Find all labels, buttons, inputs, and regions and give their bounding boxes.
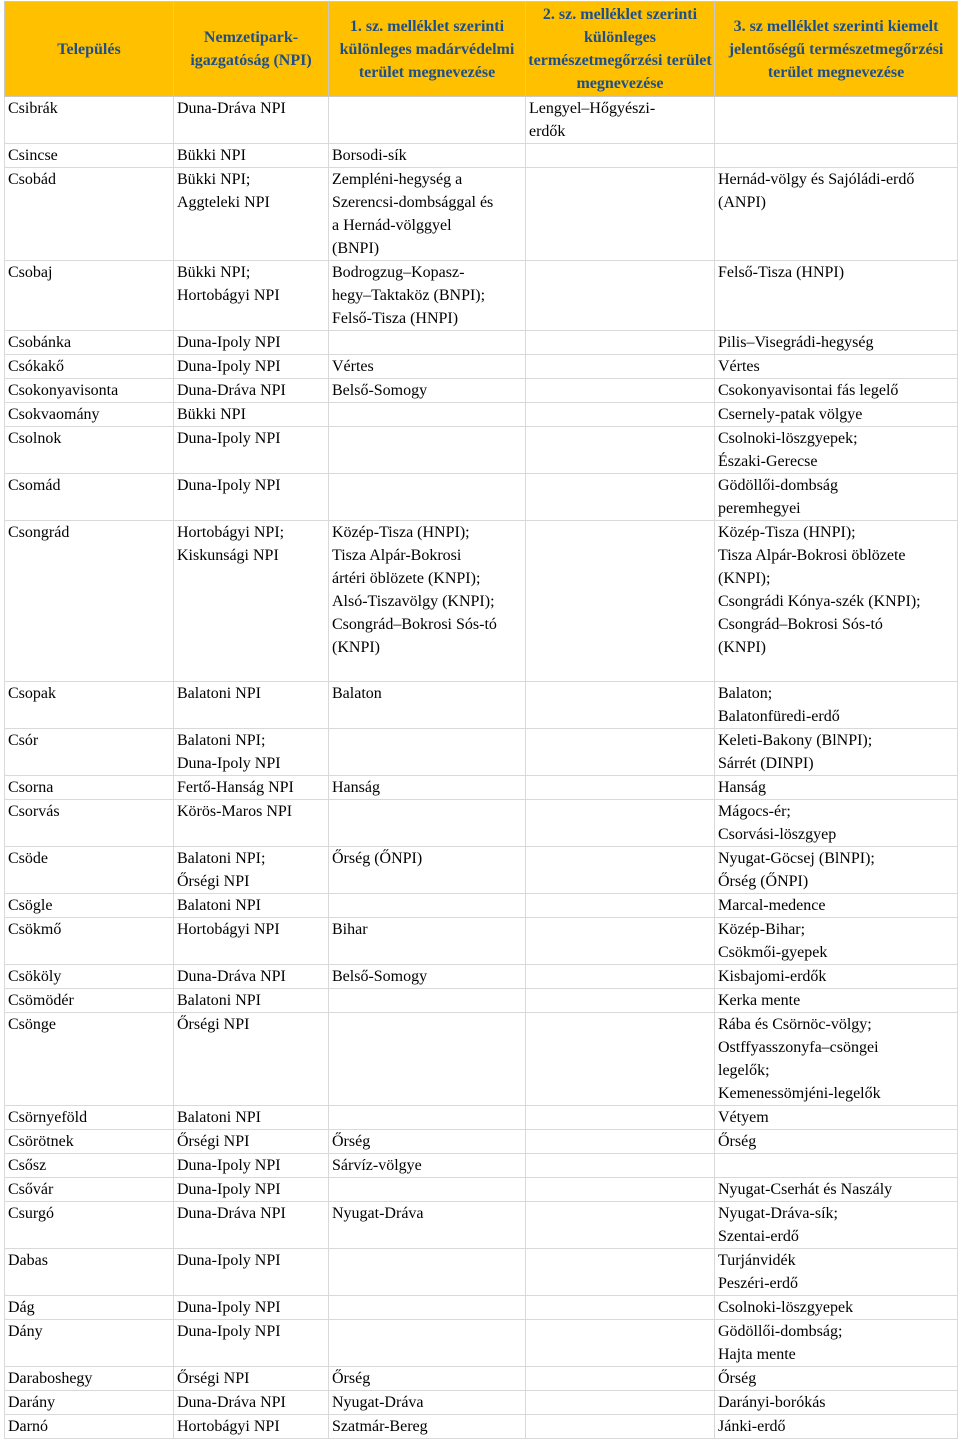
settlement-cell: Csorvás xyxy=(5,800,174,847)
bird-protection-area-cell: Közép-Tisza (HNPI); Tisza Alpár-Bokrosi ártéri öblözete (KNPI); Alsó-Tiszavölgy (KNPI); Csongrád–Bokrosi Sós-tó (KNPI) xyxy=(329,521,526,682)
table-row xyxy=(5,894,958,918)
npi-cell: Bükki NPI xyxy=(174,403,329,427)
settlement-cell: Csopak xyxy=(5,682,174,729)
table-row xyxy=(5,1320,958,1367)
table-row xyxy=(5,1178,958,1202)
priority-conservation-area-cell xyxy=(715,144,958,168)
priority-conservation-area-cell: Mágocs-ér; Csorvási-löszgyep xyxy=(715,800,958,847)
nature-conservation-area-cell xyxy=(526,261,715,331)
npi-cell: Duna-Ipoly NPI xyxy=(174,331,329,355)
table-row xyxy=(5,355,958,379)
priority-conservation-area-cell: Csernely-patak völgye xyxy=(715,403,958,427)
nature-conservation-area-cell xyxy=(526,682,715,729)
bird-protection-area-cell: Vértes xyxy=(329,355,526,379)
npi-cell: Duna-Dráva NPI xyxy=(174,97,329,144)
settlement-cell: Csomád xyxy=(5,474,174,521)
nature-conservation-area-cell xyxy=(526,1367,715,1391)
priority-conservation-area-cell: Kisbajomi-erdők xyxy=(715,965,958,989)
header-priority-conservation-area: 3. sz melléklet szerinti kiemelt jelentőségű természetmegőrzési terület megnevezése xyxy=(715,2,958,97)
bird-protection-area-cell: Balaton xyxy=(329,682,526,729)
settlement-cell: Dány xyxy=(5,1320,174,1367)
table-row xyxy=(5,729,958,776)
table-row xyxy=(5,331,958,355)
npi-cell: Duna-Dráva NPI xyxy=(174,965,329,989)
table-row xyxy=(5,1296,958,1320)
nature-conservation-area-cell xyxy=(526,847,715,894)
bird-protection-area-cell xyxy=(329,331,526,355)
settlement-cell: Csököly xyxy=(5,965,174,989)
npi-cell: Duna-Ipoly NPI xyxy=(174,1320,329,1367)
table-row xyxy=(5,989,958,1013)
protected-areas-table xyxy=(4,1,958,1439)
settlement-cell: Csömödér xyxy=(5,989,174,1013)
header-npi: Nemzetipark-igazgatóság (NPI) xyxy=(174,2,329,97)
npi-cell: Duna-Ipoly NPI xyxy=(174,355,329,379)
settlement-cell: Csörötnek xyxy=(5,1130,174,1154)
bird-protection-area-cell xyxy=(329,1106,526,1130)
bird-protection-area-cell: Hanság xyxy=(329,776,526,800)
settlement-cell: Csorna xyxy=(5,776,174,800)
priority-conservation-area-cell: Nyugat-Dráva-sík; Szentai-erdő xyxy=(715,1202,958,1249)
npi-cell: Balatoni NPI xyxy=(174,682,329,729)
table-row xyxy=(5,403,958,427)
priority-conservation-area-cell: Őrség xyxy=(715,1367,958,1391)
table-row xyxy=(5,261,958,331)
header-nature-conservation-area: 2. sz. melléklet szerinti különleges természetmegőrzési terület megnevezése xyxy=(526,2,715,97)
settlement-cell: Csolnok xyxy=(5,427,174,474)
settlement-cell: Csibrák xyxy=(5,97,174,144)
priority-conservation-area-cell: Nyugat-Göcsej (BlNPI); Őrség (ŐNPI) xyxy=(715,847,958,894)
npi-cell: Őrségi NPI xyxy=(174,1013,329,1106)
priority-conservation-area-cell: Csokonyavisontai fás legelő xyxy=(715,379,958,403)
nature-conservation-area-cell xyxy=(526,918,715,965)
table-row xyxy=(5,1106,958,1130)
bird-protection-area-cell: Belső-Somogy xyxy=(329,379,526,403)
priority-conservation-area-cell: Turjánvidék Peszéri-erdő xyxy=(715,1249,958,1296)
npi-cell: Duna-Ipoly NPI xyxy=(174,1296,329,1320)
table-row xyxy=(5,144,958,168)
table-body xyxy=(5,97,958,1439)
priority-conservation-area-cell: Gödöllői-dombság peremhegyei xyxy=(715,474,958,521)
table-row xyxy=(5,1130,958,1154)
bird-protection-area-cell xyxy=(329,729,526,776)
settlement-cell: Dabas xyxy=(5,1249,174,1296)
settlement-cell: Csobád xyxy=(5,168,174,261)
priority-conservation-area-cell xyxy=(715,97,958,144)
bird-protection-area-cell: Nyugat-Dráva xyxy=(329,1391,526,1415)
npi-cell: Bükki NPI xyxy=(174,144,329,168)
nature-conservation-area-cell xyxy=(526,1391,715,1415)
bird-protection-area-cell: Sárvíz-völgye xyxy=(329,1154,526,1178)
npi-cell: Balatoni NPI xyxy=(174,1106,329,1130)
settlement-cell: Daraboshegy xyxy=(5,1367,174,1391)
nature-conservation-area-cell xyxy=(526,776,715,800)
npi-cell: Hortobágyi NPI; Kiskunsági NPI xyxy=(174,521,329,682)
priority-conservation-area-cell: Hernád-völgy és Sajóládi-erdő (ANPI) xyxy=(715,168,958,261)
table-row xyxy=(5,521,958,682)
nature-conservation-area-cell xyxy=(526,379,715,403)
nature-conservation-area-cell xyxy=(526,355,715,379)
npi-cell: Bükki NPI; Hortobágyi NPI xyxy=(174,261,329,331)
table-row xyxy=(5,682,958,729)
npi-cell: Hortobágyi NPI xyxy=(174,1415,329,1439)
npi-cell: Balatoni NPI; Őrségi NPI xyxy=(174,847,329,894)
table-row xyxy=(5,1154,958,1178)
npi-cell: Duna-Dráva NPI xyxy=(174,1391,329,1415)
table-row xyxy=(5,847,958,894)
bird-protection-area-cell xyxy=(329,989,526,1013)
settlement-cell: Csókakő xyxy=(5,355,174,379)
nature-conservation-area-cell xyxy=(526,521,715,682)
priority-conservation-area-cell: Vértes xyxy=(715,355,958,379)
nature-conservation-area-cell xyxy=(526,403,715,427)
nature-conservation-area-cell xyxy=(526,1154,715,1178)
nature-conservation-area-cell xyxy=(526,427,715,474)
bird-protection-area-cell xyxy=(329,1296,526,1320)
priority-conservation-area-cell: Vétyem xyxy=(715,1106,958,1130)
priority-conservation-area-cell xyxy=(715,1154,958,1178)
priority-conservation-area-cell: Darányi-borókás xyxy=(715,1391,958,1415)
priority-conservation-area-cell: Marcal-medence xyxy=(715,894,958,918)
npi-cell: Fertő-Hanság NPI xyxy=(174,776,329,800)
table-row xyxy=(5,776,958,800)
header-settlement: Település xyxy=(5,2,174,97)
settlement-cell: Darnó xyxy=(5,1415,174,1439)
settlement-cell: Csögle xyxy=(5,894,174,918)
settlement-cell: Csobaj xyxy=(5,261,174,331)
npi-cell: Körös-Maros NPI xyxy=(174,800,329,847)
table-row xyxy=(5,379,958,403)
priority-conservation-area-cell: Balaton; Balatonfüredi-erdő xyxy=(715,682,958,729)
nature-conservation-area-cell xyxy=(526,1130,715,1154)
table-row xyxy=(5,965,958,989)
priority-conservation-area-cell: Pilis–Visegrádi-hegység xyxy=(715,331,958,355)
table-row xyxy=(5,1202,958,1249)
npi-cell: Duna-Ipoly NPI xyxy=(174,1249,329,1296)
npi-cell: Duna-Ipoly NPI xyxy=(174,427,329,474)
npi-cell: Duna-Ipoly NPI xyxy=(174,1154,329,1178)
bird-protection-area-cell: Őrség (ŐNPI) xyxy=(329,847,526,894)
priority-conservation-area-cell: Őrség xyxy=(715,1130,958,1154)
nature-conservation-area-cell xyxy=(526,729,715,776)
nature-conservation-area-cell xyxy=(526,1320,715,1367)
npi-cell: Hortobágyi NPI xyxy=(174,918,329,965)
header-bird-protection-area: 1. sz. melléklet szerinti különleges madárvédelmi terület megnevezése xyxy=(329,2,526,97)
npi-cell: Balatoni NPI xyxy=(174,894,329,918)
priority-conservation-area-cell: Közép-Bihar; Csökmői-gyepek xyxy=(715,918,958,965)
table-row xyxy=(5,1249,958,1296)
priority-conservation-area-cell: Rába és Csörnöc-völgy; Ostffyasszonyfa–csöngei legelők; Kemenessömjéni-legelők xyxy=(715,1013,958,1106)
priority-conservation-area-cell: Kerka mente xyxy=(715,989,958,1013)
table-row xyxy=(5,800,958,847)
nature-conservation-area-cell xyxy=(526,989,715,1013)
nature-conservation-area-cell xyxy=(526,1178,715,1202)
priority-conservation-area-cell: Jánki-erdő xyxy=(715,1415,958,1439)
nature-conservation-area-cell xyxy=(526,168,715,261)
bird-protection-area-cell xyxy=(329,800,526,847)
bird-protection-area-cell: Bihar xyxy=(329,918,526,965)
priority-conservation-area-cell: Felső-Tisza (HNPI) xyxy=(715,261,958,331)
nature-conservation-area-cell xyxy=(526,965,715,989)
nature-conservation-area-cell xyxy=(526,1202,715,1249)
bird-protection-area-cell xyxy=(329,427,526,474)
settlement-cell: Csokonyavisonta xyxy=(5,379,174,403)
settlement-cell: Csöde xyxy=(5,847,174,894)
table-row xyxy=(5,1013,958,1106)
settlement-cell: Csincse xyxy=(5,144,174,168)
nature-conservation-area-cell xyxy=(526,894,715,918)
nature-conservation-area-cell xyxy=(526,1296,715,1320)
settlement-cell: Csönge xyxy=(5,1013,174,1106)
settlement-cell: Darány xyxy=(5,1391,174,1415)
settlement-cell: Csokvaomány xyxy=(5,403,174,427)
nature-conservation-area-cell xyxy=(526,144,715,168)
npi-cell: Duna-Ipoly NPI xyxy=(174,474,329,521)
bird-protection-area-cell: Belső-Somogy xyxy=(329,965,526,989)
nature-conservation-area-cell xyxy=(526,800,715,847)
bird-protection-area-cell xyxy=(329,474,526,521)
table-row xyxy=(5,427,958,474)
nature-conservation-area-cell xyxy=(526,1415,715,1439)
bird-protection-area-cell: Őrség xyxy=(329,1130,526,1154)
npi-cell: Balatoni NPI xyxy=(174,989,329,1013)
bird-protection-area-cell: Nyugat-Dráva xyxy=(329,1202,526,1249)
bird-protection-area-cell: Zempléni-hegység a Szerencsi-dombsággal és a Hernád-völggyel (BNPI) xyxy=(329,168,526,261)
priority-conservation-area-cell: Csolnoki-löszgyepek; Északi-Gerecse xyxy=(715,427,958,474)
nature-conservation-area-cell: Lengyel–Hőgyészi- erdők xyxy=(526,97,715,144)
priority-conservation-area-cell: Nyugat-Cserhát és Naszály xyxy=(715,1178,958,1202)
bird-protection-area-cell xyxy=(329,97,526,144)
bird-protection-area-cell xyxy=(329,1249,526,1296)
bird-protection-area-cell xyxy=(329,1178,526,1202)
settlement-cell: Csobánka xyxy=(5,331,174,355)
settlement-cell: Csősz xyxy=(5,1154,174,1178)
table-row xyxy=(5,168,958,261)
settlement-cell: Csővár xyxy=(5,1178,174,1202)
nature-conservation-area-cell xyxy=(526,474,715,521)
priority-conservation-area-cell: Közép-Tisza (HNPI); Tisza Alpár-Bokrosi öblözete (KNPI); Csongrádi Kónya-szék (KNPI); Csongrád–Bokrosi Sós-tó (KNPI) xyxy=(715,521,958,682)
nature-conservation-area-cell xyxy=(526,1249,715,1296)
priority-conservation-area-cell: Gödöllői-dombság; Hajta mente xyxy=(715,1320,958,1367)
table-header-row xyxy=(5,2,958,97)
settlement-cell: Csór xyxy=(5,729,174,776)
nature-conservation-area-cell xyxy=(526,1106,715,1130)
bird-protection-area-cell: Borsodi-sík xyxy=(329,144,526,168)
table-row xyxy=(5,918,958,965)
npi-cell: Balatoni NPI; Duna-Ipoly NPI xyxy=(174,729,329,776)
table-row xyxy=(5,1391,958,1415)
bird-protection-area-cell: Őrség xyxy=(329,1367,526,1391)
bird-protection-area-cell xyxy=(329,1013,526,1106)
settlement-cell: Csörnyeföld xyxy=(5,1106,174,1130)
settlement-cell: Dág xyxy=(5,1296,174,1320)
bird-protection-area-cell: Bodrogzug–Kopasz- hegy–Taktaköz (BNPI); Felső-Tisza (HNPI) xyxy=(329,261,526,331)
bird-protection-area-cell xyxy=(329,1320,526,1367)
settlement-cell: Csökmő xyxy=(5,918,174,965)
npi-cell: Őrségi NPI xyxy=(174,1130,329,1154)
nature-conservation-area-cell xyxy=(526,331,715,355)
bird-protection-area-cell xyxy=(329,403,526,427)
npi-cell: Duna-Dráva NPI xyxy=(174,379,329,403)
npi-cell: Bükki NPI; Aggteleki NPI xyxy=(174,168,329,261)
priority-conservation-area-cell: Csolnoki-löszgyepek xyxy=(715,1296,958,1320)
priority-conservation-area-cell: Keleti-Bakony (BlNPI); Sárrét (DINPI) xyxy=(715,729,958,776)
npi-cell: Őrségi NPI xyxy=(174,1367,329,1391)
bird-protection-area-cell xyxy=(329,894,526,918)
settlement-cell: Csurgó xyxy=(5,1202,174,1249)
nature-conservation-area-cell xyxy=(526,1013,715,1106)
npi-cell: Duna-Dráva NPI xyxy=(174,1202,329,1249)
npi-cell: Duna-Ipoly NPI xyxy=(174,1178,329,1202)
document-page xyxy=(4,1,957,1439)
priority-conservation-area-cell: Hanság xyxy=(715,776,958,800)
settlement-cell: Csongrád xyxy=(5,521,174,682)
table-row xyxy=(5,474,958,521)
table-row xyxy=(5,97,958,144)
table-row xyxy=(5,1367,958,1391)
table-row xyxy=(5,1415,958,1439)
bird-protection-area-cell: Szatmár-Bereg xyxy=(329,1415,526,1439)
